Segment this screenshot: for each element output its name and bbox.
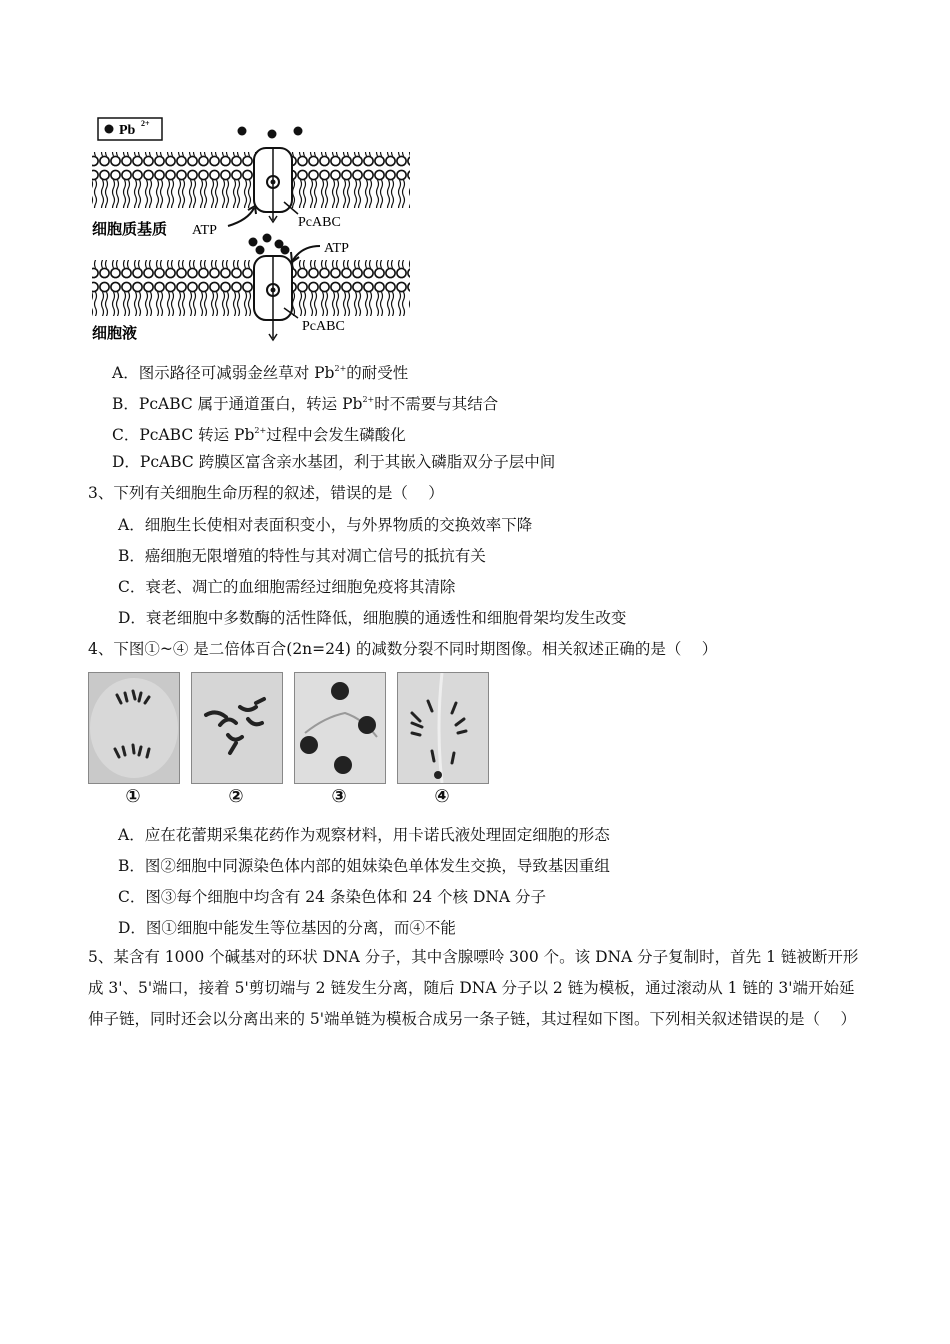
pb-ion [263,234,272,243]
q4-option-c: C．图③每个细胞中均含有 24 条染色体和 24 个核 DNA 分子 [118,888,547,906]
q2-option-b: B．PcABC 属于通道蛋白，转运 $Pb^{2+}$时不需要与其结合 [112,395,499,413]
q3-option-b: B．癌细胞无限增殖的特性与其对凋亡信号的抵抗有关 [118,547,486,565]
pb-ion [249,238,258,247]
pb-ion [294,127,303,136]
membrane-transport-diagram [88,112,418,352]
pcabc-transporter-lower [254,256,292,340]
pcabc-transporter-upper [254,148,292,222]
meiosis-photo-2 [191,672,283,784]
q4-option-a: A．应在花蕾期采集花药作为观察材料，用卡诺氏液处理固定细胞的形态 [118,826,610,844]
pb-ion [256,246,265,255]
q3-option-c: C．衰老、凋亡的血细胞需经过细胞免疫将其清除 [118,578,456,596]
photo-label-4: ④ [434,786,450,807]
q2-option-c: C．PcABC 转运 $Pb^{2+}$过程中会发生磷酸化 [112,426,406,444]
lipid-bilayer-upper-left [92,152,256,208]
lipid-bilayer-lower-right [290,260,410,316]
lipid-bilayer-upper-right [290,152,410,208]
q2-option-d: D．PcABC 跨膜区富含亲水基团，利于其嵌入磷脂双分子层中间 [112,453,556,471]
meiosis-photo-3 [294,672,386,784]
legend [98,118,162,140]
meiosis-photo-4 [397,672,489,784]
lipid-bilayer-lower-left [92,260,256,316]
legend-sup: 2+ [141,119,150,128]
q2-option-a: A．图示路径可减弱金丝草对 $Pb^{2+}$的耐受性 [112,364,409,382]
atp-arrow-1 [228,208,254,226]
q3-stem: 3、下列有关细胞生命历程的叙述，错误的是（ ） [88,484,444,502]
pb-ion-icon [105,125,114,134]
q5-stem: 5、某含有 1000 个碱基对的环状 DNA 分子，其中含腺嘌呤 300 个。该 DNA 分子复制时，首先 1 链被断开形成 3'、5'端口，接着 5'剪切端与 2 链发生分离，随后 DNA 分子以 2 链为模板，通过滚动从 1 链的 3'端开始延伸子链，同时还会以分离出来的 5'端单链为模板合成另一条子链，其过程如下图。下列相关叙述错误的是（ ） [88,948,859,1028]
q4-option-b: B．图②细胞中同源染色体内部的姐妹染色单体发生交换，导致基因重组 [118,857,610,875]
q4-stem: 4、下图①~④ 是二倍体百合(2n=24) 的减数分裂不同时期图像。相关叙述正确的是（ ） [88,640,718,658]
meiosis-photos [88,672,488,812]
q3-option-d: D．衰老细胞中多数酶的活性降低，细胞膜的通透性和细胞骨架均发生改变 [118,609,627,627]
pb-ion [238,127,247,136]
q3-option-a: A．细胞生长使相对表面积变小，与外界物质的交换效率下降 [118,516,533,534]
vacuole-sap-label: 细胞液 [92,324,138,342]
q4-option-d: D．图①细胞中能发生等位基因的分离，而④不能 [118,919,456,937]
atp-label-1: ATP [192,223,217,238]
pb-ion [268,130,277,139]
meiosis-photo-1 [88,672,180,784]
pcabc-label-2: PcABC [302,319,345,334]
pb-ion [281,246,290,255]
pcabc-label-1: PcABC [298,215,341,230]
legend-label: Pb [119,123,136,138]
photo-label-2: ② [228,786,244,807]
cytoplasm-matrix-label: 细胞质基质 [92,220,168,238]
photo-label-1: ① [125,786,141,807]
atp-label-2: ATP [324,241,349,256]
photo-label-3: ③ [331,786,347,807]
